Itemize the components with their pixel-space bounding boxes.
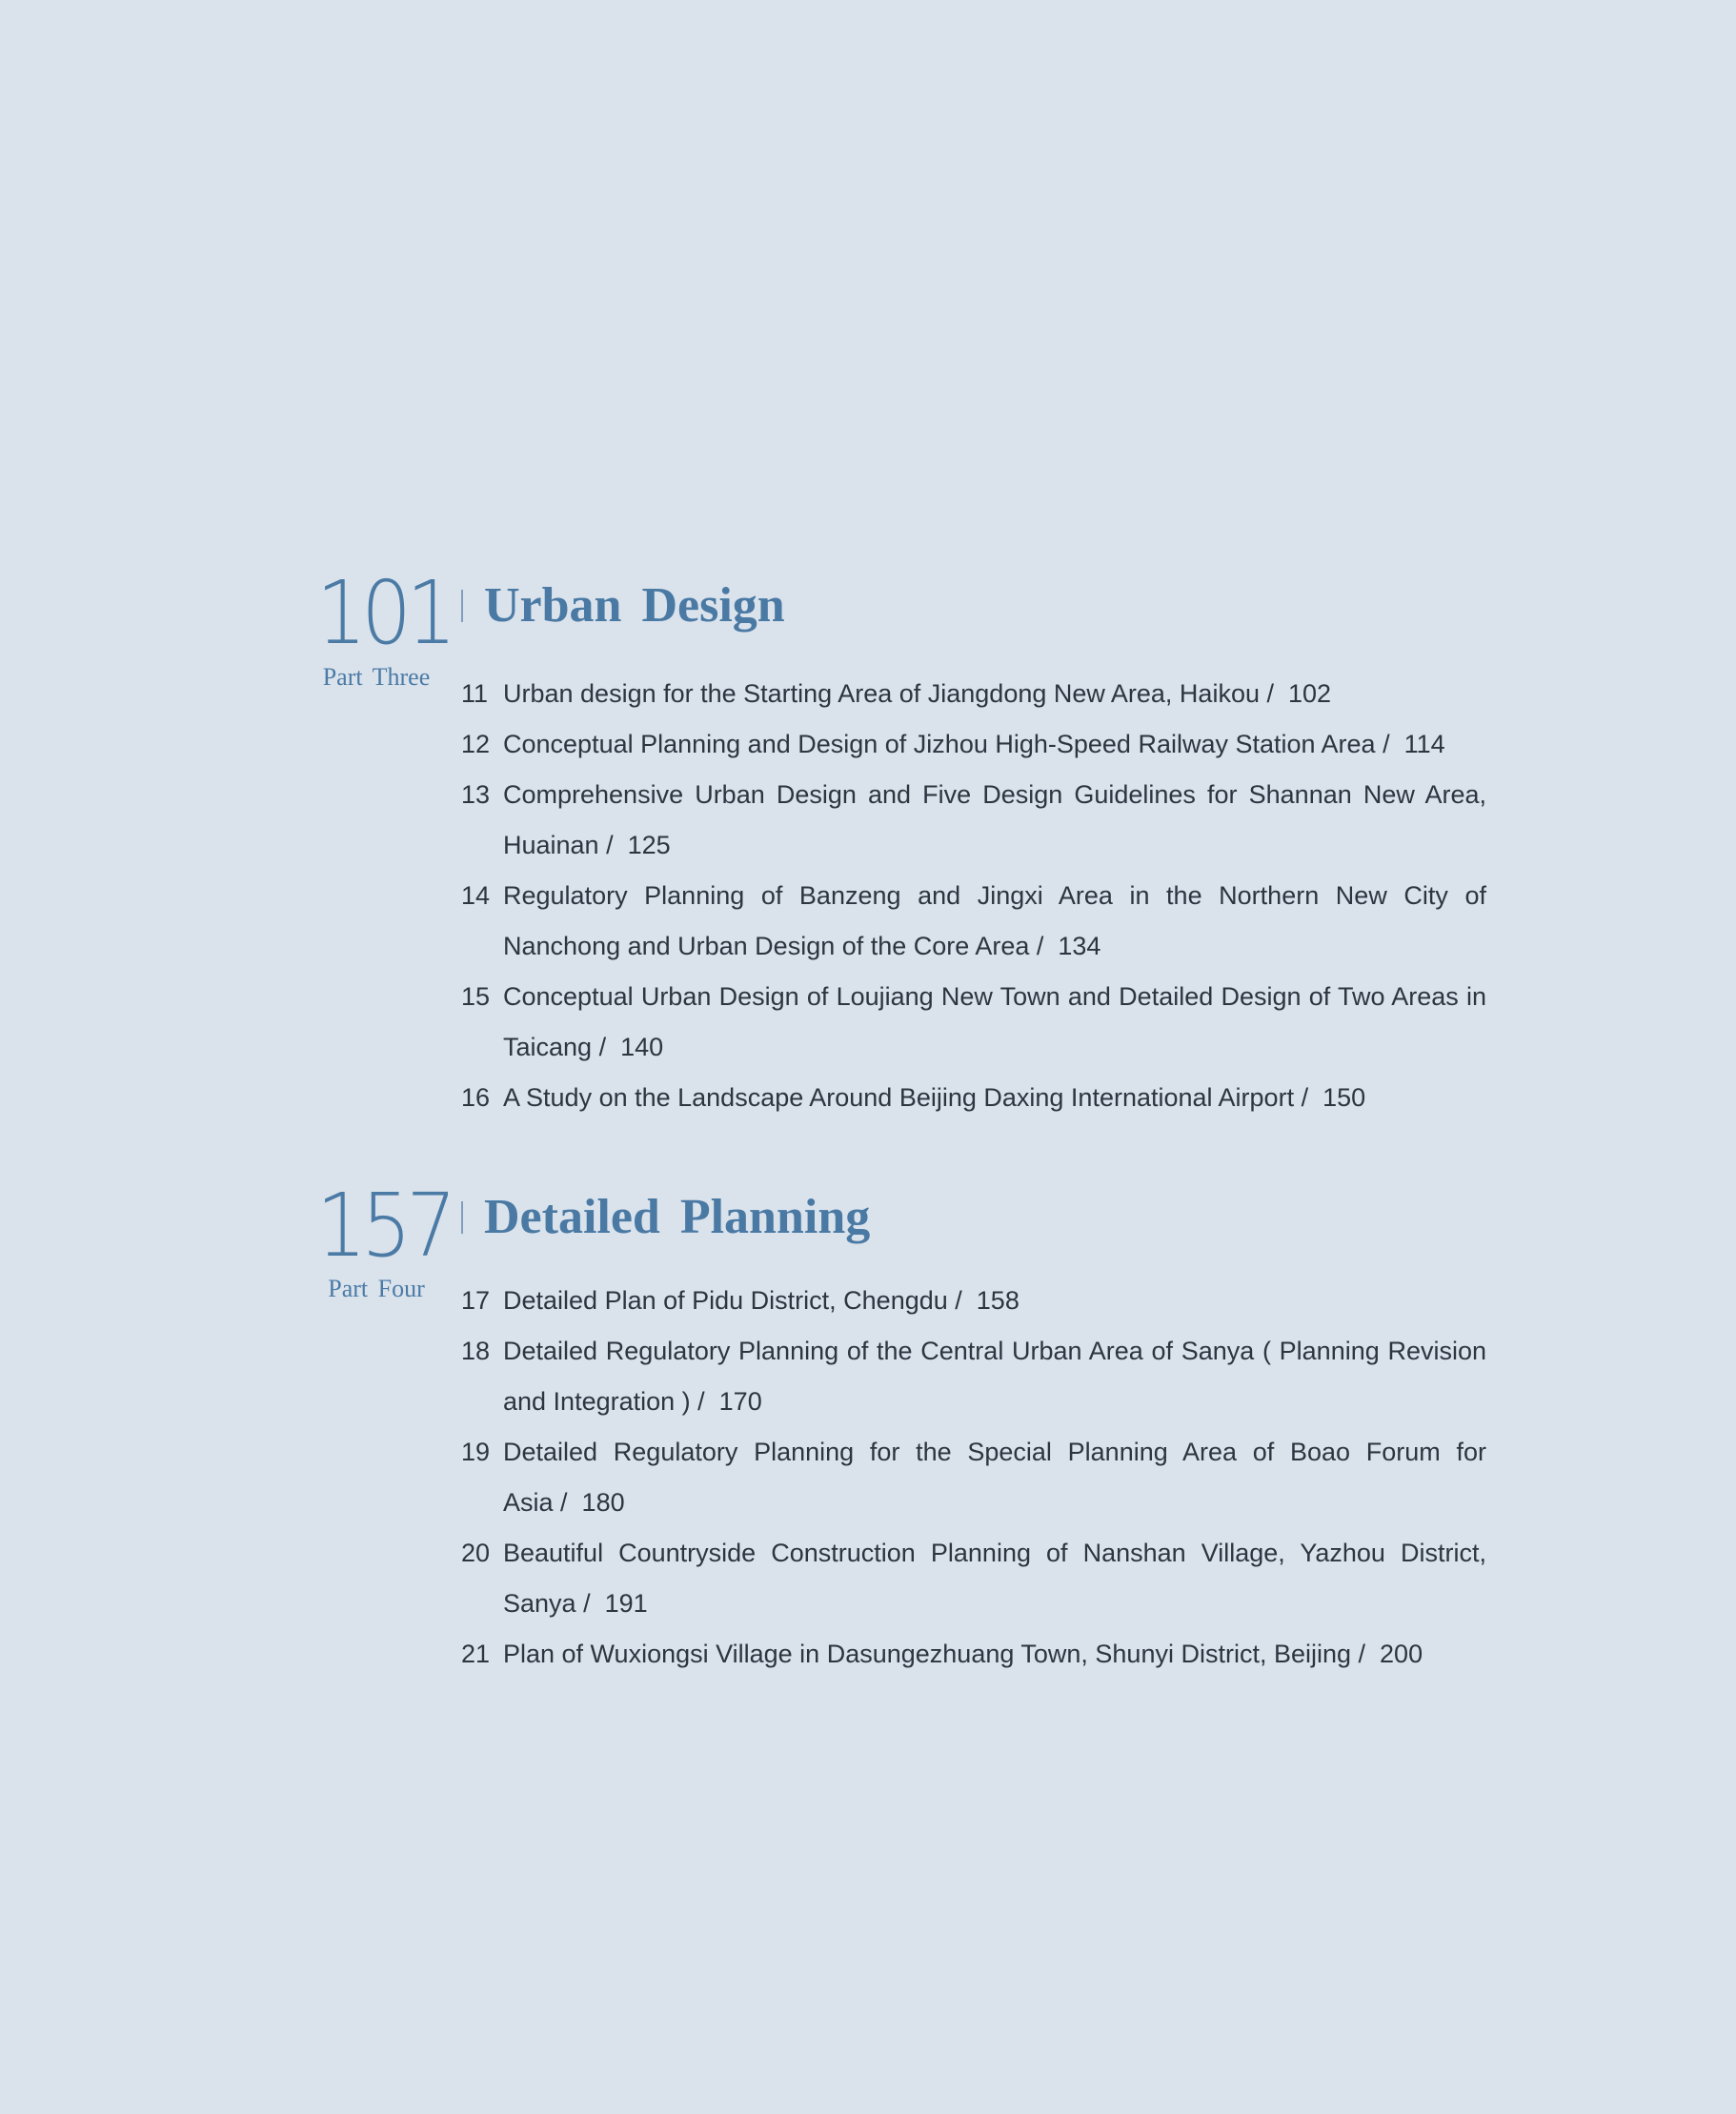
entry-number: 17 xyxy=(461,1286,491,1315)
entry-number: 11 xyxy=(461,679,489,708)
entry-page-number: / 140 xyxy=(592,1033,663,1061)
toc-entry[interactable] xyxy=(461,1276,1486,1326)
entry-page-number: / 180 xyxy=(554,1488,625,1517)
toc-entry[interactable] xyxy=(461,719,1486,770)
entry-title: Beautiful Countryside Construction Planning of Nanshan Village, Yazhou District, Sanya xyxy=(503,1539,1486,1618)
entry-page-number: / 125 xyxy=(599,831,671,859)
toc-entry[interactable] xyxy=(461,1528,1486,1629)
entry-title: Detailed Plan of Pidu District, Chengdu xyxy=(503,1286,948,1315)
entry-page-number: / 200 xyxy=(1351,1640,1423,1668)
entry-title: Conceptual Urban Design of Loujiang New Town and Detailed Design of Two Areas in Taicang xyxy=(503,982,1486,1061)
entry-page-number: / 170 xyxy=(691,1387,762,1416)
entry-number: 19 xyxy=(461,1438,491,1466)
entry-page-number: / 150 xyxy=(1294,1083,1365,1112)
entry-title: Detailed Regulatory Planning for the Special Planning Area of Boao Forum for Asia xyxy=(503,1438,1486,1517)
entry-number: 13 xyxy=(461,780,491,809)
entry-number: 18 xyxy=(461,1337,491,1365)
entry-title: Regulatory Planning of Banzeng and Jingxi Area in the Northern New City of Nanchong and Urban Design of the Core Area xyxy=(503,881,1486,960)
toc-entry-list xyxy=(461,1276,1486,1680)
entry-number: 14 xyxy=(461,881,491,910)
entry-title: Urban design for the Starting Area of Jiangdong New Area, Haikou xyxy=(503,679,1260,708)
entry-title: Plan of Wuxiongsi Village in Dasungezhuang Town, Shunyi District, Beijing xyxy=(503,1640,1352,1668)
entry-number: 16 xyxy=(461,1083,491,1112)
entry-number: 20 xyxy=(461,1539,491,1567)
title-divider xyxy=(461,1201,463,1234)
entry-title: Conceptual Planning and Design of Jizhou High-Speed Railway Station Area xyxy=(503,730,1376,758)
entry-page-number: / 191 xyxy=(576,1589,648,1618)
section-title: Detailed Planning xyxy=(484,1190,871,1244)
entry-page-number: / 102 xyxy=(1260,679,1331,708)
toc-entry[interactable] xyxy=(461,669,1486,719)
entry-title: Comprehensive Urban Design and Five Design Guidelines for Shannan New Area, Huainan xyxy=(503,780,1486,859)
toc-entry[interactable] xyxy=(461,871,1486,972)
part-start-page-number: 157 xyxy=(316,1175,452,1277)
section-title: Urban Design xyxy=(484,578,785,633)
entry-title: A Study on the Landscape Around Beijing Daxing International Airport xyxy=(503,1083,1295,1112)
toc-entry[interactable] xyxy=(461,1427,1486,1528)
toc-entry[interactable] xyxy=(461,770,1486,871)
entry-number: 12 xyxy=(461,730,491,758)
toc-entry[interactable] xyxy=(461,1629,1486,1680)
part-label: Part Four xyxy=(328,1275,425,1302)
entry-title: Detailed Regulatory Planning of the Central Urban Area of Sanya ( Planning Revision and Integration ) xyxy=(503,1337,1486,1416)
entry-number: 21 xyxy=(461,1640,491,1668)
entry-page-number: / 134 xyxy=(1029,932,1100,960)
part-label: Part Three xyxy=(322,663,431,691)
entry-number: 15 xyxy=(461,982,491,1011)
entry-page-number: / 158 xyxy=(948,1286,1019,1315)
toc-entry[interactable] xyxy=(461,972,1486,1073)
part-start-page-number: 101 xyxy=(316,562,452,664)
toc-entry-list xyxy=(461,669,1486,1123)
entry-page-number: / 114 xyxy=(1376,730,1445,758)
toc-entry[interactable] xyxy=(461,1073,1486,1123)
toc-entry[interactable] xyxy=(461,1326,1486,1427)
title-divider xyxy=(461,590,463,622)
